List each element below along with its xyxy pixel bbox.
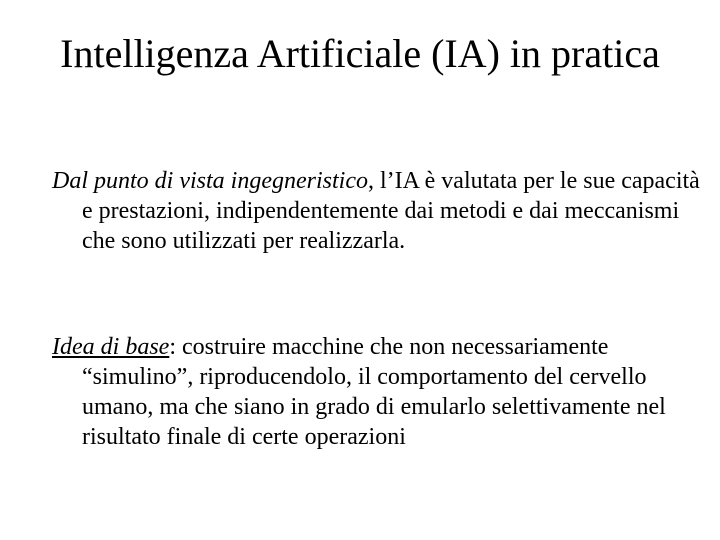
slide-title: Intelligenza Artificiale (IA) in pratica <box>60 31 660 76</box>
paragraph-basic-idea <box>52 332 702 452</box>
paragraph-engineering-view <box>52 166 702 256</box>
paragraph-lead-underlined: Idea di base <box>52 334 170 360</box>
paragraph-lead-italic: Dal punto di vista ingegneristico <box>52 168 368 194</box>
paragraph-body: , l’IA è valutata per le sue capacità e prestazioni, indipendentemente dai metodi e dai meccanismi che sono utilizzati per realizzarla. <box>82 168 700 254</box>
paragraph-body: : costruire macchine che non necessariamente “simulino”, riproducendolo, il comportamento del cervello umano, ma che siano in grado di emularlo selettivamente nel risultato finale di certe operazioni <box>82 334 666 450</box>
